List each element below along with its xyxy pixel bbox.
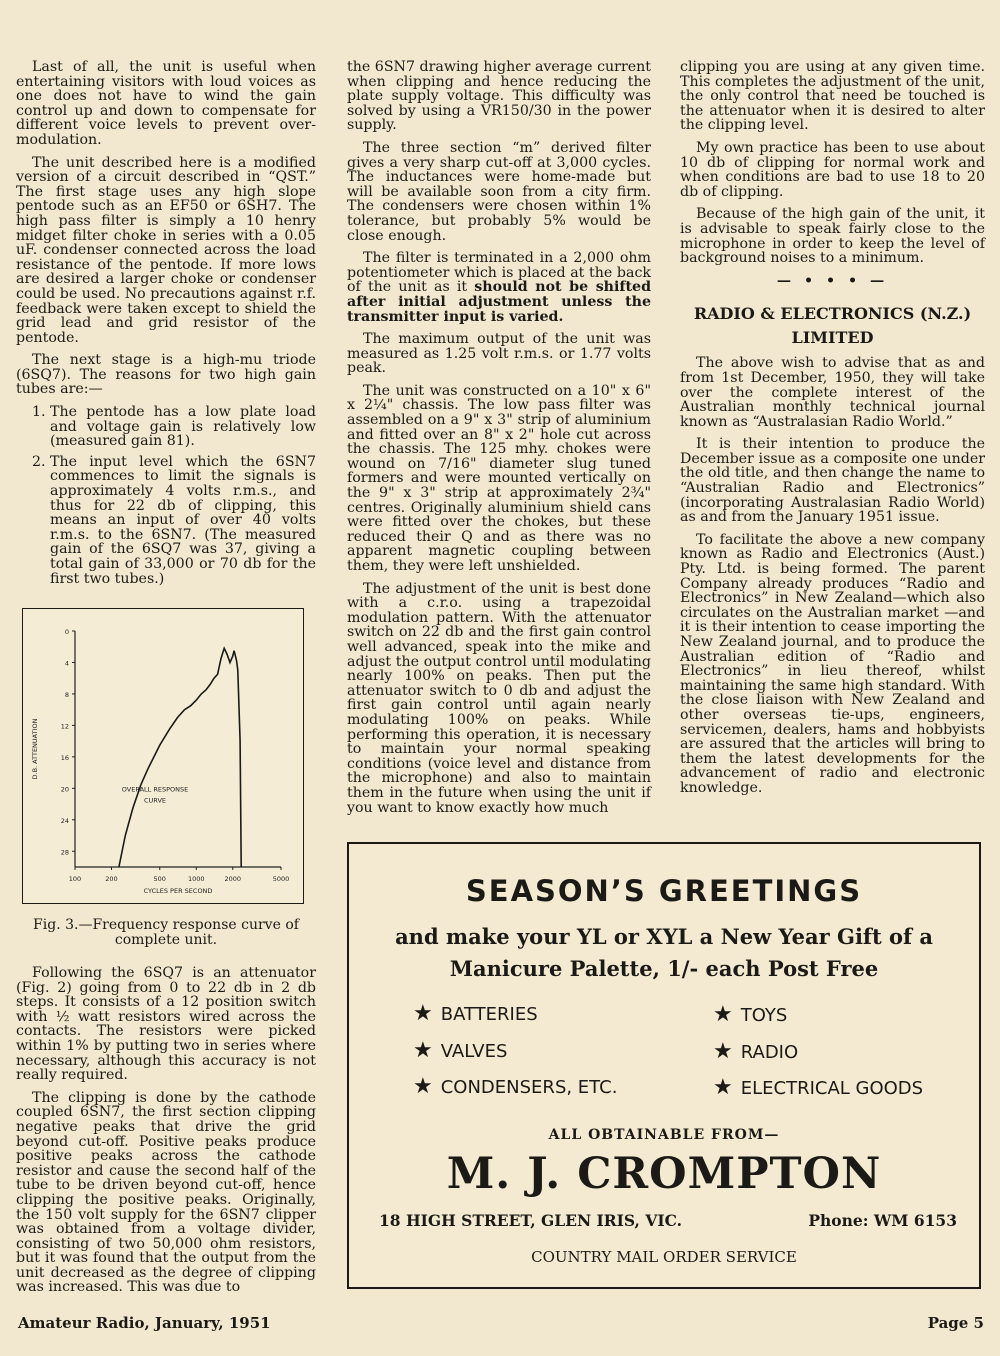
y-tick-label: 8 [64, 690, 69, 699]
paragraph: To facilitate the above a new company known as Radio and Electronics (Aust.) Pty. Ltd. is being formed. The parent Company already produces “Radio and Electronics” in New Zealand—which also circulates on the Australian market —and it is their intention to cease importing the New Zealand journal, and to produce the Australian edition of “Radio and Electronics” in lieu thereof, whilst maintaining the same high standard. With the close liaison with New Zealand and other overseas tie-ups, engineers, servicemen, dealers, hams and hobbyists are assured that the articles will bring to them the latest developments for the advancement of radio and electronic knowledge. [680, 531, 985, 796]
section-divider: — • • • — [776, 272, 889, 289]
ad-address: 18 HIGH STREET, GLEN IRIS, VIC. [379, 1211, 683, 1230]
chart-title: CURVE [143, 796, 167, 805]
paragraph-text: The filter is terminated in a 2,000 ohm potentiometer which is placed at the back of the unit as it [347, 250, 651, 296]
response-chart [23, 609, 303, 903]
paragraph: clipping you are using at any given time. This completes the adjustment of the unit, the only control that need be touched is the attenuator when it is desired to alter the clipping level. [680, 59, 985, 134]
ad-obtain-text: ALL OBTAINABLE FROM— [548, 1127, 780, 1143]
star-icon: ★ [713, 1075, 733, 1100]
x-tick-label: 2000 [224, 875, 242, 883]
ad-item [413, 1001, 538, 1026]
column-1-continued [16, 966, 316, 1303]
paragraph: The adjustment of the unit is best done with a c.r.o. using a trapezoidal modulation pattern. With the attenuator switch on 22 db and the first gain control well advanced, speak into the mike and adjust the output control until modulating nearly 100% on peaks. Then put the attenuator switch to 0 db and adjust the first gain control until again nearly modulating 100% on peaks. While performing this operation, it is necessary to maintain your normal speaking conditions (voice level and distance from the microphone) and also to maintain them in the future when using the unit if you want to know exactly how much [347, 580, 651, 816]
paragraph: The maximum output of the unit was measured as 1.25 volt r.m.s. or 1.77 volts peak. [347, 331, 651, 377]
column-1 [16, 60, 316, 594]
ad-phone: Phone: WM 6153 [808, 1211, 957, 1230]
paragraph: Last of all, the unit is useful when entertaining visitors with loud voices as one does not have to wind the gain control up and down to compensate for different voice levels to prevent over-modulation. [16, 59, 316, 148]
ad-tagline: and make your YL or XYL a New Year Gift of a [395, 924, 933, 949]
figure-caption: Fig. 3.—Frequency response curve of complete unit. [33, 917, 299, 948]
ad-item-label: TOYS [740, 1005, 788, 1026]
ad-title: SEASON’S GREETINGS [465, 874, 863, 908]
y-axis-label: D.B. ATTENUATION [31, 718, 39, 780]
y-tick-label: 24 [60, 816, 69, 825]
paragraph: The clipping is done by the cathode coupled 6SN7, the first section clipping negative peaks that drive the grid beyond cut-off. Positive peaks produce positive peaks across the cathode resistor and cause the second half of the tube to be driven beyond cut-off, hence clipping the positive peaks. Originally, the 150 volt supply for the 6SN7 clipper was obtained from a voltage divider, consisting of two 50,000 ohm resistors, but it was found that the output from the unit decreased as the degree of clipping was increased. This was due to [16, 1089, 316, 1296]
y-tick-label: 28 [60, 848, 69, 857]
ad-offer: Manicure Palette, 1/- each Post Free [449, 956, 879, 981]
paragraph: The unit was constructed on a 10" x 6" x 2¼" chassis. The low pass filter was assembled on a 9" x 3" strip of aluminium and fitted over an 8" x 2" hole cut across the chassis. The 125 mhy. chokes were wound on 7/16" diameter slug tuned formers and were mounted vertically on the 9" x 3" strip at approximately 2¾" centres. Originally aluminium shield cans were fitted over the chokes, but these reduced their Q and as there was no apparent magnetic coupling between them, they were left unshielded. [347, 382, 651, 574]
column-3 [680, 60, 985, 804]
paragraph: The above wish to advise that as and from 1st December, 1950, they will take over the complete interest of the Australian monthly technical journal known as “Australasian Radio World.” [680, 355, 985, 430]
x-tick-label: 1000 [187, 875, 205, 883]
x-tick-label: 200 [105, 875, 118, 883]
y-tick-label: 20 [60, 785, 69, 794]
paragraph: Because of the high gain of the unit, it is advisable to speak fairly close to the microphone in order to keep the level of background noises to a minimum. [680, 206, 985, 267]
response-curve [119, 648, 241, 867]
ad-item [713, 1075, 923, 1100]
paragraph: It is their intention to produce the December issue as a composite one under the old title, and then change the name to “Australian Radio and Electronics” (incorporating Australasian Radio World) as and from the January 1951 issue. [680, 436, 985, 526]
ad-item-label: ELECTRICAL GOODS [740, 1078, 924, 1099]
star-icon: ★ [713, 1039, 733, 1064]
ad-company-name: M. J. CROMPTON [446, 1149, 882, 1199]
reasons-list [16, 405, 316, 586]
x-tick-label: 5000 [272, 875, 290, 883]
ad-item-label: BATTERIES [440, 1004, 538, 1025]
list-item: 2. The input level which the 6SN7 commences to limit the signals is approximately 4 volts r.m.s., and thus for 22 db of clipping, this means an input of over 40 volts r.m.s. to the 6SN7. (The measured gain of the 6SQ7 was 37, giving a total gain of 33,000 or 70 db for the first two tubes.) [50, 455, 316, 586]
paragraph: The three section “m” derived filter gives a very sharp cut-off at 3,000 cycles. The inductances were home-made but will be available soon from a city firm. The condensers were chosen within 1% tolerance, but probably 5% would be close enough. [347, 139, 651, 244]
ad-item-label: CONDENSERS, ETC. [440, 1077, 618, 1098]
x-axis-label: CYCLES PER SECOND [143, 887, 213, 895]
star-icon: ★ [413, 1038, 433, 1063]
column-2 [347, 60, 651, 823]
paragraph: The next stage is a high-mu triode (6SQ7). The reasons for two high gain tubes are:— [16, 352, 316, 398]
ad-item [413, 1038, 507, 1063]
ad-service-text: COUNTRY MAIL ORDER SERVICE [531, 1248, 797, 1266]
y-tick-label: 16 [60, 753, 69, 762]
page-number: Page 5 [927, 1314, 984, 1332]
section-heading: RADIO & ELECTRONICS (N.Z.) LIMITED [693, 304, 972, 348]
ad-item-label: VALVES [440, 1041, 508, 1062]
star-icon: ★ [413, 1074, 433, 1099]
y-tick-label: 4 [64, 659, 69, 668]
chart-title: OVERALL RESPONSE [121, 785, 189, 794]
x-tick-label: 100 [68, 875, 82, 883]
ad-item-label: RADIO [740, 1042, 799, 1063]
paragraph: the 6SN7 drawing higher average current when clipping and hence reducing the plate supply voltage. This difficulty was solved by using a VR150/30 in the power supply. [347, 59, 651, 134]
y-tick-label: 12 [60, 722, 69, 731]
advertisement-box [347, 842, 981, 1289]
ad-item [713, 1002, 787, 1027]
star-icon: ★ [413, 1001, 433, 1026]
ad-item [713, 1039, 798, 1064]
paragraph [347, 251, 651, 324]
y-tick-label: 0 [64, 628, 69, 636]
frequency-response-figure [22, 608, 304, 904]
paragraph: The unit described here is a modified version of a circuit described in “QST.” The first stage uses any high slope pentode such as an EF50 or 6SH7. The high pass filter is simply a 10 henry midget filter choke in series with a 0.05 uF. condenser connected across the load resistance of the pentode. If more lows are desired a larger choke or condenser could be used. No precautions against r.f. feedback were taken except to shield the grid lead and grid resistor of the pentode. [16, 154, 316, 346]
list-item: 1. The pentode has a low plate load and voltage gain is relatively low (measured gain 81). [50, 405, 316, 449]
paragraph: Following the 6SQ7 is an attenuator (Fig. 2) going from 0 to 22 db in 2 db steps. It consists of a 12 position switch with ½ watt resistors wired across the contacts. The resistors were picked within 1% by putting two in series where necessary, although this accuracy is not really required. [16, 965, 316, 1084]
star-icon: ★ [713, 1002, 733, 1027]
ad-item [413, 1074, 617, 1099]
emphasis-text: should not be shifted after initial adjustment unless the transmitter input is varied. [347, 279, 651, 325]
footer-publication: Amateur Radio, January, 1951 [18, 1314, 271, 1332]
x-tick-label: 500 [153, 875, 166, 883]
paragraph: My own practice has been to use about 10 db of clipping for normal work and when conditions are bad to use 18 to 20 db of clipping. [680, 139, 985, 200]
